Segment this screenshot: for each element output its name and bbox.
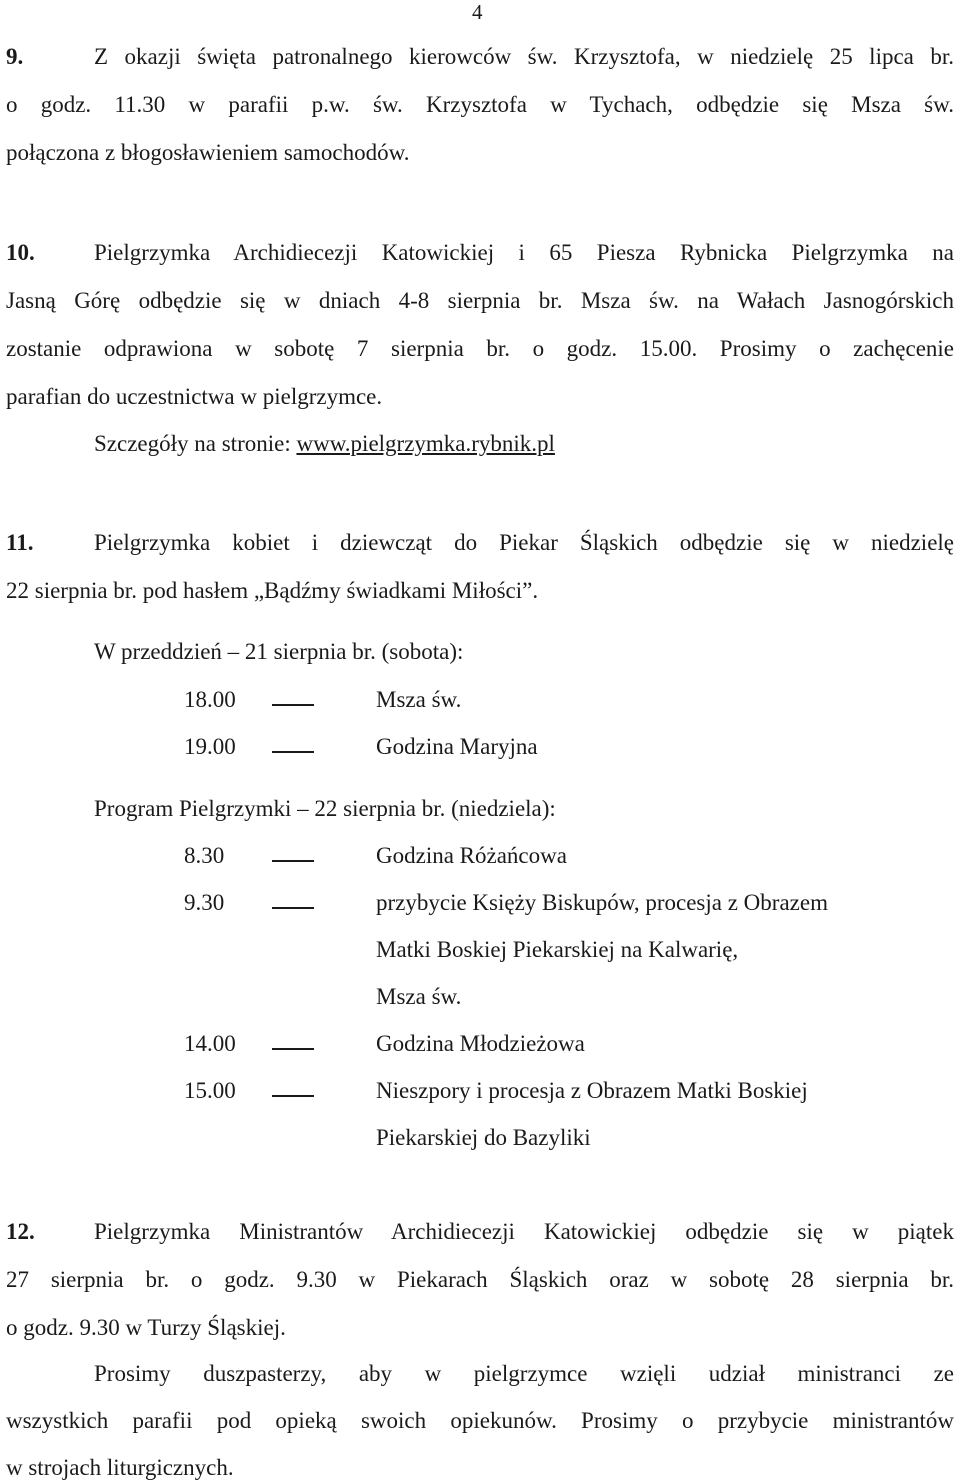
dash xyxy=(272,907,314,909)
schedule-time: 18.00 xyxy=(184,687,236,712)
paragraph-line: 22 sierpnia br. pod hasłem „Bądźmy świadkami Miłości”. xyxy=(6,578,539,603)
dash xyxy=(272,704,314,706)
schedule-time: 19.00 xyxy=(184,734,236,759)
program-heading: Program Pielgrzymki – 22 sierpnia br. (niedziela): xyxy=(94,796,556,821)
paragraph-line: 27 sierpnia br. o godz. 9.30 w Piekarach Śląskich oraz w sobotę 28 sierpnia br. xyxy=(6,1267,954,1292)
pilgrimage-website-link[interactable]: www.pielgrzymka.rybnik.pl xyxy=(296,431,555,456)
schedule-description: Nieszpory i procesja z Obrazem Matki Boskiej xyxy=(376,1078,808,1103)
schedule-description: Godzina Różańcowa xyxy=(376,843,567,868)
dash xyxy=(272,1048,314,1050)
paragraph-line: wszystkich parafii pod opieką swoich opiekunów. Prosimy o przybycie ministrantów xyxy=(6,1408,954,1433)
schedule-description: Msza św. xyxy=(376,984,462,1009)
item-number: 11. xyxy=(6,530,34,555)
schedule-description: Msza św. xyxy=(376,687,462,712)
paragraph-line: zostanie odprawiona w sobotę 7 sierpnia br. o godz. 15.00. Prosimy o zachęcenie xyxy=(6,336,954,361)
schedule-description: Godzina Maryjna xyxy=(376,734,538,759)
details-line xyxy=(94,430,555,458)
paragraph-line: Jasną Górę odbędzie się w dniach 4-8 sierpnia br. Msza św. na Wałach Jasnogórskich xyxy=(6,288,954,313)
schedule-description: Godzina Młodzieżowa xyxy=(376,1031,585,1056)
schedule-time: 15.00 xyxy=(184,1078,236,1103)
dash xyxy=(272,1095,314,1097)
paragraph-line: parafian do uczestnictwa w pielgrzymce. xyxy=(6,384,383,409)
paragraph-line: Z okazji święta patronalnego kierowców św. Krzysztofa, w niedzielę 25 lipca br. xyxy=(94,44,954,69)
paragraph-line: o godz. 11.30 w parafii p.w. św. Krzysztofa w Tychach, odbędzie się Msza św. xyxy=(6,92,954,117)
item-number: 12. xyxy=(6,1219,35,1244)
paragraph-line: połączona z błogosławieniem samochodów. xyxy=(6,140,410,165)
schedule-time: 9.30 xyxy=(184,890,225,915)
eve-heading: W przeddzień – 21 sierpnia br. (sobota): xyxy=(94,639,464,664)
dash xyxy=(272,860,314,862)
paragraph-line: Prosimy duszpasterzy, aby w pielgrzymce wzięli udział ministranci ze xyxy=(94,1361,954,1386)
item-number: 9. xyxy=(6,44,24,69)
schedule-time: 8.30 xyxy=(184,843,225,868)
paragraph-line: w strojach liturgicznych. xyxy=(6,1455,234,1480)
schedule-description: Piekarskiej do Bazyliki xyxy=(376,1125,591,1150)
page-number: 4 xyxy=(472,0,483,24)
schedule-description: Matki Boskiej Piekarskiej na Kalwarię, xyxy=(376,937,739,962)
schedule-time: 14.00 xyxy=(184,1031,236,1056)
paragraph-line: o godz. 9.30 w Turzy Śląskiej. xyxy=(6,1315,286,1340)
dash xyxy=(272,751,314,753)
paragraph-line: Pielgrzymka Ministrantów Archidiecezji Katowickiej odbędzie się w piątek xyxy=(94,1219,954,1244)
item-number: 10. xyxy=(6,240,35,265)
paragraph-line: Pielgrzymka Archidiecezji Katowickiej i 65 Piesza Rybnicka Pielgrzymka na xyxy=(94,240,954,265)
details-label: Szczegóły na stronie: xyxy=(94,431,297,456)
schedule-description: przybycie Księży Biskupów, procesja z Obrazem xyxy=(376,890,828,915)
paragraph-line: Pielgrzymka kobiet i dziewcząt do Piekar Śląskich odbędzie się w niedzielę xyxy=(94,530,954,555)
